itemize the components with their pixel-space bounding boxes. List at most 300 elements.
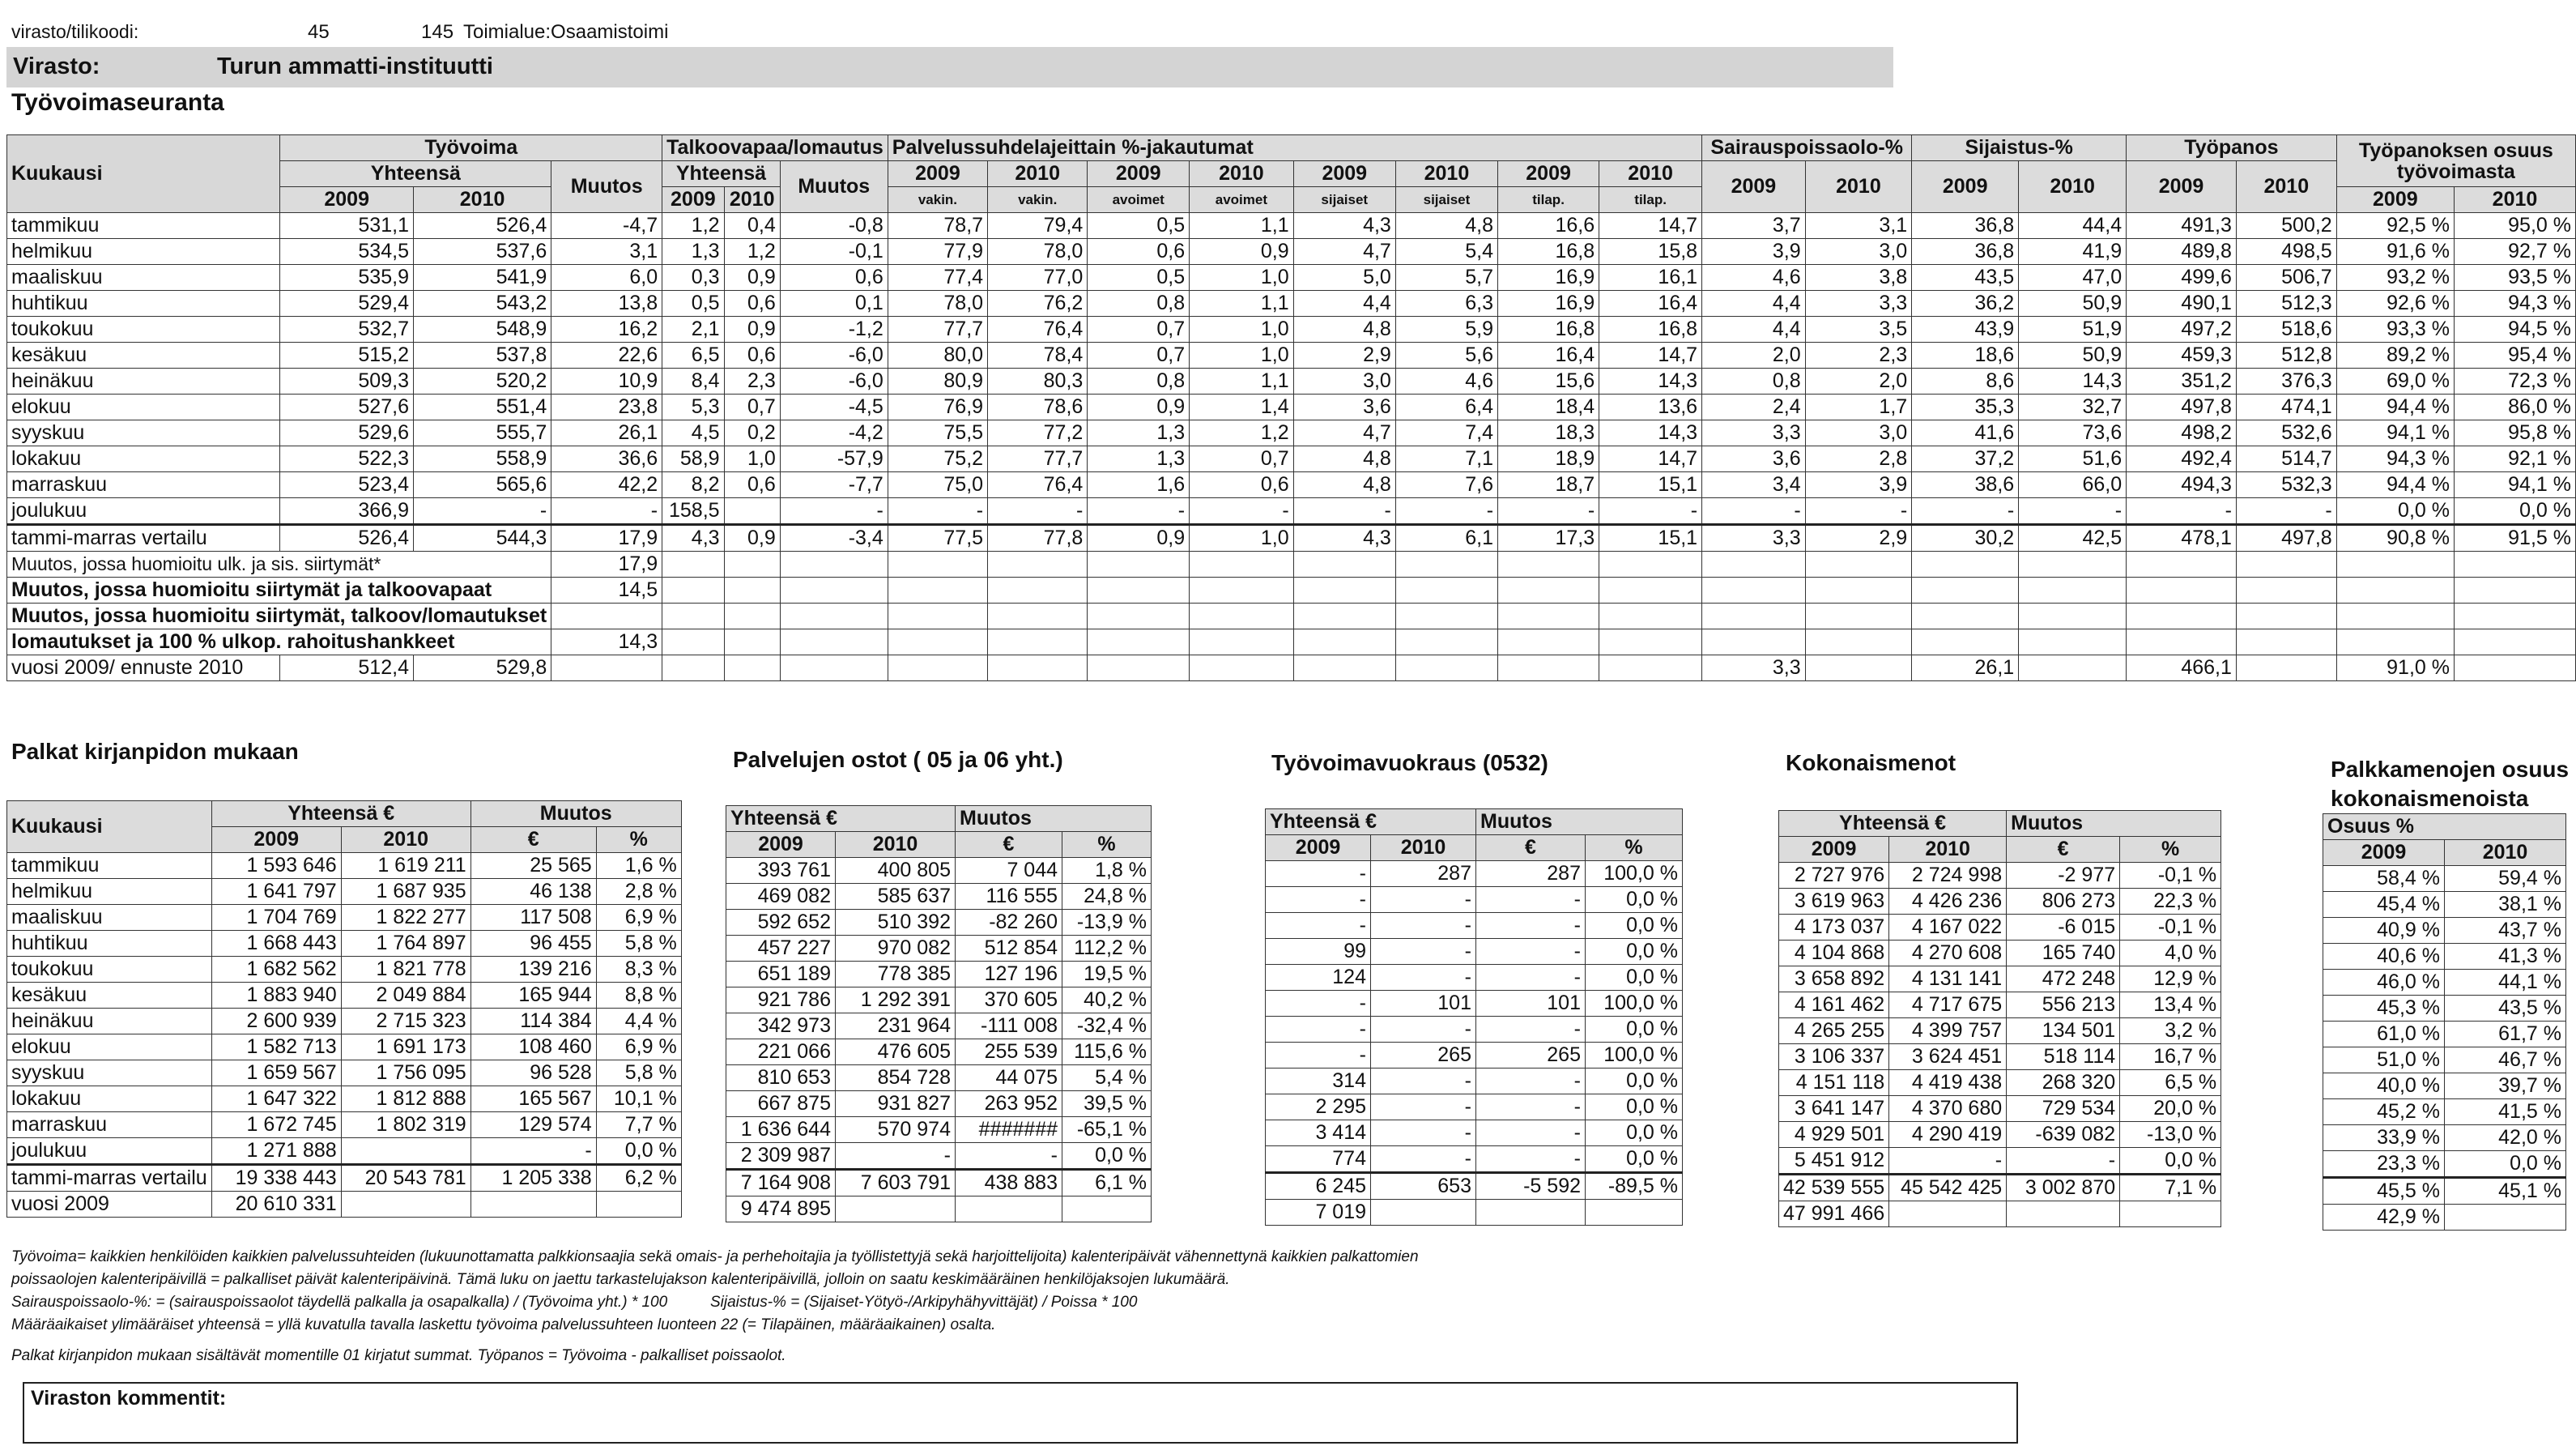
data-cell: 41,5 % xyxy=(2445,1099,2566,1125)
data-cell: 537,8 xyxy=(413,343,551,369)
vuokraus-col-2009: 2009 xyxy=(1266,835,1371,861)
data-cell: -89,5 % xyxy=(1586,1173,1683,1200)
table-row xyxy=(7,931,682,957)
data-cell: 2,0 xyxy=(1702,343,1806,369)
data-cell: 112,2 % xyxy=(1062,936,1152,962)
data-cell: 6,3 xyxy=(1395,291,1497,317)
data-cell: 80,9 xyxy=(888,369,987,395)
data-cell: 19,5 % xyxy=(1062,962,1152,987)
data-cell: 651 189 xyxy=(726,962,836,987)
table-row xyxy=(7,957,682,983)
data-cell: 0,4 xyxy=(724,213,780,239)
data-cell: 3 414 xyxy=(1266,1120,1371,1146)
table-row xyxy=(726,1013,1152,1039)
data-cell: 494,3 xyxy=(2127,472,2237,498)
data-cell: -65,1 % xyxy=(1062,1117,1152,1143)
data-cell: - xyxy=(1088,498,1190,525)
empty-cell xyxy=(1702,604,1806,629)
palkat-col-pct: % xyxy=(596,827,681,853)
data-cell: 585 637 xyxy=(836,884,956,910)
empty-cell xyxy=(724,629,780,655)
data-cell: 0,0 % xyxy=(1586,887,1683,913)
table-row xyxy=(7,1034,682,1060)
empty-cell xyxy=(1190,604,1294,629)
note-row xyxy=(7,629,2576,655)
data-cell: - xyxy=(1476,913,1586,939)
table-row xyxy=(7,905,682,931)
data-cell: 4 173 037 xyxy=(1779,915,1889,941)
data-cell: 78,0 xyxy=(988,239,1088,265)
empty-cell xyxy=(2336,578,2454,604)
data-cell: 1,0 xyxy=(1190,265,1294,291)
data-cell: 3,0 xyxy=(1805,420,1912,446)
data-cell: - xyxy=(551,498,662,525)
empty-cell xyxy=(1088,629,1190,655)
data-cell: 1 687 935 xyxy=(341,879,470,905)
data-cell: 95,4 % xyxy=(2454,343,2575,369)
month-label: kesäkuu xyxy=(7,343,280,369)
data-cell: 4 399 757 xyxy=(1889,1018,2007,1044)
empty-cell xyxy=(1293,655,1395,681)
data-cell: 100,0 % xyxy=(1586,1043,1683,1069)
empty-cell xyxy=(1805,629,1912,655)
palkat-body xyxy=(7,853,682,1218)
data-cell: 1,4 xyxy=(1190,395,1294,420)
empty-cell xyxy=(1088,655,1190,681)
table-row xyxy=(1266,1094,1683,1120)
data-cell: 10,9 xyxy=(551,369,662,395)
data-cell xyxy=(341,1138,470,1165)
data-cell: 0,9 xyxy=(1190,239,1294,265)
data-cell: 124 xyxy=(1266,965,1371,991)
data-cell: 2,9 xyxy=(1805,525,1912,552)
data-cell: 1 756 095 xyxy=(341,1060,470,1086)
data-cell: -82 260 xyxy=(956,910,1062,936)
empty-cell xyxy=(1599,655,1702,681)
code-label: virasto/tilikoodi: xyxy=(11,21,139,42)
vuokraus-table xyxy=(1265,808,1683,1226)
data-cell: 79,4 xyxy=(988,213,1088,239)
data-cell: 2,9 xyxy=(1293,343,1395,369)
table-row xyxy=(1266,1173,1683,1200)
table-row xyxy=(1779,941,2221,966)
osuus-table xyxy=(2323,813,2566,1231)
empty-cell xyxy=(1498,655,1599,681)
table-row xyxy=(2323,892,2566,918)
data-cell: 512 854 xyxy=(956,936,1062,962)
data-cell: 221 066 xyxy=(726,1039,836,1065)
data-cell: - xyxy=(1371,1120,1476,1146)
data-cell: 94,5 % xyxy=(2454,317,2575,343)
forecast-sijaistus: 26,1 xyxy=(1912,655,2019,681)
data-cell: 1 883 940 xyxy=(211,983,341,1009)
data-cell: 92,6 % xyxy=(2336,291,2454,317)
data-cell: 8,3 % xyxy=(596,957,681,983)
data-cell: 2,3 xyxy=(1805,343,1912,369)
data-cell: 0,2 xyxy=(724,420,780,446)
table-row xyxy=(1266,1017,1683,1043)
data-cell xyxy=(1371,1200,1476,1226)
data-cell: 1,8 % xyxy=(1062,858,1152,884)
data-cell: 17,9 xyxy=(551,525,662,552)
osuus-col-head: Osuus % xyxy=(2323,814,2566,840)
empty-cell xyxy=(2019,655,2127,681)
data-cell: -639 082 xyxy=(2007,1122,2120,1148)
data-cell: 522,3 xyxy=(280,446,414,472)
data-cell: 1 802 319 xyxy=(341,1112,470,1138)
data-cell: 1 672 745 xyxy=(211,1112,341,1138)
data-cell: 0,0 % xyxy=(1586,913,1683,939)
data-cell: 16,7 % xyxy=(2120,1044,2221,1070)
empty-cell xyxy=(1805,552,1912,578)
data-cell: 22,6 xyxy=(551,343,662,369)
empty-cell xyxy=(662,578,724,604)
empty-cell xyxy=(2454,655,2575,681)
month-label: marraskuu xyxy=(7,472,280,498)
data-cell: 42,9 % xyxy=(2323,1205,2445,1231)
data-cell: 4 426 236 xyxy=(1889,889,2007,915)
col-pv-2009d: 2009 xyxy=(1498,161,1599,187)
data-cell: - xyxy=(1476,1120,1586,1146)
empty-cell xyxy=(1395,552,1497,578)
data-cell: - xyxy=(1371,939,1476,965)
data-cell: -111 008 xyxy=(956,1013,1062,1039)
empty-cell xyxy=(1912,552,2019,578)
data-cell: -0,8 xyxy=(780,213,888,239)
data-cell: 76,2 xyxy=(988,291,1088,317)
table-row xyxy=(1779,1044,2221,1070)
data-cell: 263 952 xyxy=(956,1091,1062,1117)
data-cell: -6,0 xyxy=(780,343,888,369)
data-cell: 8,4 xyxy=(662,369,724,395)
data-cell: 0,8 xyxy=(1088,291,1190,317)
empty-cell xyxy=(888,578,987,604)
data-cell: 7,7 % xyxy=(596,1112,681,1138)
data-cell: 543,2 xyxy=(413,291,551,317)
data-cell: 15,6 xyxy=(1498,369,1599,395)
data-cell: 36,8 xyxy=(1912,213,2019,239)
data-cell: 3 106 337 xyxy=(1779,1044,1889,1070)
osuus-col-2010: 2010 xyxy=(2445,840,2566,866)
data-cell: 77,2 xyxy=(988,420,1088,446)
data-cell: 6,5 xyxy=(662,343,724,369)
data-cell: 44,1 % xyxy=(2445,970,2566,996)
data-cell: 40,2 % xyxy=(1062,987,1152,1013)
data-cell: 1,3 xyxy=(662,239,724,265)
data-cell xyxy=(1476,1200,1586,1226)
data-cell: 165 944 xyxy=(470,983,596,1009)
data-cell: 18,3 xyxy=(1498,420,1599,446)
data-cell: 8,2 xyxy=(662,472,724,498)
data-cell: - xyxy=(2127,498,2237,525)
data-cell: 95,8 % xyxy=(2454,420,2575,446)
col-tk-2010: 2010 xyxy=(724,187,780,213)
col-sa-2010: 2010 xyxy=(1805,161,1912,213)
note-value xyxy=(551,604,662,629)
data-cell: 42,5 xyxy=(2019,525,2127,552)
data-cell: 116 555 xyxy=(956,884,1062,910)
data-cell: 4,4 xyxy=(1702,291,1806,317)
month-label: tammi-marras vertailu xyxy=(7,1165,212,1192)
empty-cell xyxy=(1088,578,1190,604)
data-cell: 14,3 xyxy=(1599,369,1702,395)
data-cell: 526,4 xyxy=(413,213,551,239)
footnote-line: Työvoima= kaikkien henkilöiden kaikkien palvelussuhteiden (lukuunottamatta palkkionsaajia sekä omais- ja perhehoitajia ja työllistettyjä sekä harjoittelijoita) kalenteripäivät vähennettynä kaikkien palkattomien xyxy=(11,1248,1419,1265)
data-cell: 1 659 567 xyxy=(211,1060,341,1086)
data-cell: 14,7 xyxy=(1599,213,1702,239)
col-pv-2009b: 2009 xyxy=(1088,161,1190,187)
col-sijaiset-a: sijaiset xyxy=(1293,187,1395,213)
data-cell: 7,4 xyxy=(1395,420,1497,446)
data-cell: 8,8 % xyxy=(596,983,681,1009)
data-cell: 45,2 % xyxy=(2323,1099,2445,1125)
empty-cell xyxy=(1293,629,1395,655)
data-cell: 4,7 xyxy=(1293,239,1395,265)
data-cell: 1 619 211 xyxy=(341,853,470,879)
data-cell: 3,8 xyxy=(1805,265,1912,291)
osuus-title: Palkkamenojen osuus kokonaismenoista xyxy=(2331,757,2570,811)
data-cell: -6 015 xyxy=(2007,915,2120,941)
palkat-col-2010: 2010 xyxy=(341,827,470,853)
table-row xyxy=(2323,1178,2566,1205)
data-cell: 20,0 % xyxy=(2120,1096,2221,1122)
data-cell xyxy=(341,1192,470,1218)
data-cell: 4,5 xyxy=(662,420,724,446)
empty-cell xyxy=(1702,578,1806,604)
data-cell: 0,0 % xyxy=(1586,1017,1683,1043)
data-cell: 46,7 % xyxy=(2445,1047,2566,1073)
data-cell xyxy=(1889,1201,2007,1227)
data-cell: 1,3 xyxy=(1088,446,1190,472)
data-cell: 2,8 xyxy=(1805,446,1912,472)
data-cell: 16,8 xyxy=(1498,317,1599,343)
data-cell: 6,1 % xyxy=(1062,1170,1152,1196)
data-cell: 653 xyxy=(1371,1173,1476,1200)
data-cell: 556 213 xyxy=(2007,992,2120,1018)
data-cell: 77,0 xyxy=(988,265,1088,291)
col-sairaus: Sairauspoissaolo-% xyxy=(1702,135,1912,161)
data-cell: 94,3 % xyxy=(2454,291,2575,317)
forecast-sairaus: 3,3 xyxy=(1702,655,1806,681)
data-cell: 506,7 xyxy=(2236,265,2336,291)
data-cell xyxy=(1586,1200,1683,1226)
data-cell: - xyxy=(1266,1043,1371,1069)
note-label: Muutos, jossa huomioitu ulk. ja sis. siirtymät* xyxy=(7,552,551,578)
data-cell: 80,0 xyxy=(888,343,987,369)
comment-box[interactable] xyxy=(23,1382,2018,1444)
data-cell: 1 682 562 xyxy=(211,957,341,983)
data-cell: 497,2 xyxy=(2127,317,2237,343)
palkat-col-muutos: Muutos xyxy=(470,801,681,827)
data-cell: 3,1 xyxy=(1805,213,1912,239)
data-cell: 4 265 255 xyxy=(1779,1018,1889,1044)
data-cell: 38,6 xyxy=(1912,472,2019,498)
data-cell: 537,6 xyxy=(413,239,551,265)
empty-cell xyxy=(551,655,662,681)
data-cell: 351,2 xyxy=(2127,369,2237,395)
data-cell: 39,5 % xyxy=(1062,1091,1152,1117)
data-cell: - xyxy=(1266,913,1371,939)
data-cell: 6,9 % xyxy=(596,905,681,931)
data-cell: 1 271 888 xyxy=(211,1138,341,1165)
empty-cell xyxy=(2019,578,2127,604)
data-cell: 6,2 % xyxy=(596,1165,681,1192)
data-cell: 51,6 xyxy=(2019,446,2127,472)
data-cell: 16,8 xyxy=(1498,239,1599,265)
data-cell: 667 875 xyxy=(726,1091,836,1117)
data-cell xyxy=(2007,1201,2120,1227)
footnote-line: Sairauspoissaolo-%: = (sairauspoissaolot täydellä palkalla ja osapalkalla) / (Työvoima yht.) * 100 Sijaistus-% = (Sijaiset-Yötyö-/Arkipyhähyvittäjät) / Poissa * 100 xyxy=(11,1294,1138,1311)
workforce-body xyxy=(7,213,2576,681)
data-cell: 15,1 xyxy=(1599,472,1702,498)
col-tv-muutos: Muutos xyxy=(551,161,662,213)
data-cell: 314 xyxy=(1266,1069,1371,1094)
data-cell xyxy=(2445,1205,2566,1231)
data-cell: 544,3 xyxy=(413,525,551,552)
data-cell: 459,3 xyxy=(2127,343,2237,369)
data-cell: -2 977 xyxy=(2007,863,2120,889)
table-row xyxy=(726,936,1152,962)
table-row xyxy=(2323,1099,2566,1125)
data-cell: 4,4 xyxy=(1702,317,1806,343)
data-cell: 13,6 xyxy=(1599,395,1702,420)
data-cell: 5,9 xyxy=(1395,317,1497,343)
agency-label: Virasto: xyxy=(13,53,100,79)
table-row xyxy=(7,1060,682,1086)
data-cell: 43,5 % xyxy=(2445,996,2566,1022)
data-cell: 1 821 778 xyxy=(341,957,470,983)
data-cell: 529,6 xyxy=(280,420,414,446)
data-cell: - xyxy=(1476,887,1586,913)
col-pv-2010d: 2010 xyxy=(1599,161,1702,187)
data-cell: 16,6 xyxy=(1498,213,1599,239)
data-cell: 7 164 908 xyxy=(726,1170,836,1196)
data-cell: 268 320 xyxy=(2007,1070,2120,1096)
data-cell: 94,3 % xyxy=(2336,446,2454,472)
data-cell: 18,4 xyxy=(1498,395,1599,420)
empty-cell xyxy=(2236,629,2336,655)
empty-cell xyxy=(888,552,987,578)
data-cell: 73,6 xyxy=(2019,420,2127,446)
data-cell: 59,4 % xyxy=(2445,866,2566,892)
data-cell: 7 603 791 xyxy=(836,1170,956,1196)
empty-cell xyxy=(2127,604,2237,629)
data-cell: -4,2 xyxy=(780,420,888,446)
col-palvelus: Palvelussuhdelajeittain %-jakautumat xyxy=(888,135,1701,161)
empty-cell xyxy=(888,655,987,681)
data-cell: 491,3 xyxy=(2127,213,2237,239)
data-cell: 3,5 xyxy=(1805,317,1912,343)
data-cell: 51,0 % xyxy=(2323,1047,2445,1073)
vuokraus-col-2010: 2010 xyxy=(1371,835,1476,861)
data-cell: 1 668 443 xyxy=(211,931,341,957)
data-cell: 532,3 xyxy=(2236,472,2336,498)
month-label: toukokuu xyxy=(7,957,212,983)
empty-cell xyxy=(724,552,780,578)
empty-cell xyxy=(780,655,888,681)
data-cell: 14,3 xyxy=(1599,420,1702,446)
data-cell: 16,1 xyxy=(1599,265,1702,291)
data-cell: 44,4 xyxy=(2019,213,2127,239)
col-tilap-a: tilap. xyxy=(1498,187,1599,213)
data-cell: 40,9 % xyxy=(2323,918,2445,944)
table-row xyxy=(7,1086,682,1112)
data-cell: 23,3 % xyxy=(2323,1151,2445,1178)
table-row xyxy=(726,1170,1152,1196)
data-cell: - xyxy=(413,498,551,525)
empty-cell xyxy=(1395,629,1497,655)
kokonais-col-pct: % xyxy=(2120,837,2221,863)
data-cell: 5,0 xyxy=(1293,265,1395,291)
data-cell: 1,0 xyxy=(1190,317,1294,343)
agency-bar xyxy=(6,47,1893,87)
data-cell: 41,9 xyxy=(2019,239,2127,265)
month-label: toukokuu xyxy=(7,317,280,343)
data-cell: - xyxy=(1371,1069,1476,1094)
data-cell: 80,3 xyxy=(988,369,1088,395)
empty-cell xyxy=(2236,552,2336,578)
month-label: heinäkuu xyxy=(7,1009,212,1034)
data-cell: 114 384 xyxy=(470,1009,596,1034)
palkat-col-2009: 2009 xyxy=(211,827,341,853)
data-cell: - xyxy=(1889,1148,2007,1175)
empty-cell xyxy=(1805,604,1912,629)
data-cell: 5,4 % xyxy=(1062,1065,1152,1091)
data-cell: 7,1 % xyxy=(2120,1175,2221,1201)
data-cell: 4,0 % xyxy=(2120,941,2221,966)
data-cell: 551,4 xyxy=(413,395,551,420)
col-talkoo: Talkoovapaa/lomautus xyxy=(662,135,888,161)
data-cell: 4 419 438 xyxy=(1889,1070,2007,1096)
data-cell: 61,0 % xyxy=(2323,1022,2445,1047)
data-cell: 478,1 xyxy=(2127,525,2237,552)
empty-cell xyxy=(888,604,987,629)
forecast-osuus: 91,0 % xyxy=(2336,655,2454,681)
data-cell: 139 216 xyxy=(470,957,596,983)
data-cell: 2,8 % xyxy=(596,879,681,905)
data-cell: 76,9 xyxy=(888,395,987,420)
data-cell: -0,1 % xyxy=(2120,915,2221,941)
empty-cell xyxy=(2019,604,2127,629)
data-cell: 16,8 xyxy=(1599,317,1702,343)
data-cell: 40,6 % xyxy=(2323,944,2445,970)
table-row xyxy=(7,879,682,905)
data-cell: 4,8 xyxy=(1293,472,1395,498)
table-row xyxy=(2323,918,2566,944)
data-cell: 0,6 xyxy=(1190,472,1294,498)
data-cell: - xyxy=(1805,498,1912,525)
empty-cell xyxy=(2454,604,2575,629)
data-cell: 5,7 xyxy=(1395,265,1497,291)
data-cell: 0,0 % xyxy=(2445,1151,2566,1178)
data-cell: 15,1 xyxy=(1599,525,1702,552)
col-os-2009: 2009 xyxy=(2336,187,2454,213)
data-cell: 570 974 xyxy=(836,1117,956,1143)
data-cell: 76,4 xyxy=(988,472,1088,498)
data-cell: 4,4 xyxy=(1293,291,1395,317)
data-cell: 77,7 xyxy=(888,317,987,343)
data-cell: 25 565 xyxy=(470,853,596,879)
vuokraus-body xyxy=(1266,861,1683,1226)
data-cell: 366,9 xyxy=(280,498,414,525)
data-cell: 0,0 % xyxy=(1586,1094,1683,1120)
table-row xyxy=(7,265,2576,291)
data-cell: 6,5 % xyxy=(2120,1070,2221,1096)
data-cell: 77,5 xyxy=(888,525,987,552)
data-cell: - xyxy=(1293,498,1395,525)
ostot-body xyxy=(726,858,1152,1222)
data-cell: 810 653 xyxy=(726,1065,836,1091)
